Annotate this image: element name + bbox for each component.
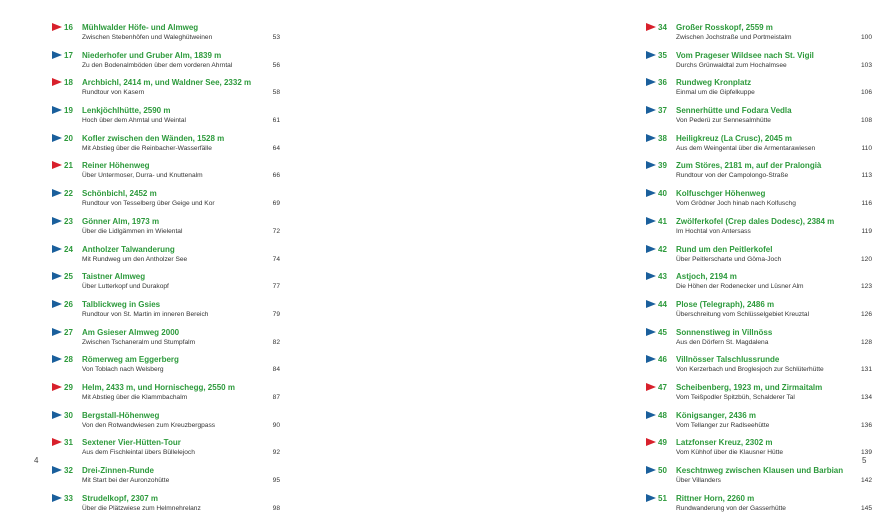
tour-number: 16 — [64, 23, 73, 32]
toc-entry[interactable] — [646, 105, 872, 133]
tour-title: Gönner Alm, 1973 m — [82, 216, 160, 226]
toc-entry[interactable] — [52, 133, 280, 161]
toc-list-right — [646, 22, 872, 520]
toc-entry[interactable] — [646, 437, 872, 465]
tour-subtitle: Mit Abstieg über die Klammbachalm — [82, 393, 188, 401]
tour-subtitle: Rundtour von St. Martin im inneren Bereich — [82, 310, 209, 318]
tour-number: 33 — [64, 493, 73, 503]
tour-number: 50 — [658, 466, 667, 475]
tour-title: Sextener Vier-Hütten-Tour — [82, 438, 181, 448]
toc-entry[interactable] — [52, 160, 280, 188]
left-page — [0, 0, 300, 512]
toc-entry[interactable] — [52, 188, 280, 216]
triangle-marker-icon — [52, 466, 62, 474]
tour-number: 31 — [64, 438, 73, 448]
toc-entry[interactable] — [646, 299, 872, 327]
tour-subtitle: Vom Kühhof über die Klausner Hütte — [676, 449, 784, 457]
tour-page-number: 128 — [860, 338, 872, 346]
tour-number: 24 — [64, 244, 73, 254]
tour-subtitle: Im Hochtal von Antersass — [676, 227, 751, 235]
tour-title: Lenkjöchlhütte, 2590 m — [82, 106, 171, 116]
tour-title: Keschtnweg zwischen Klausen und Barbian — [676, 466, 844, 475]
toc-entry[interactable] — [646, 50, 872, 78]
tour-subtitle: Die Höhen der Rodenecker und Lüsner Alm — [676, 283, 804, 291]
tour-subtitle: Über Untermoser, Durra- und Knuttenalm — [82, 172, 203, 180]
tour-subtitle: Zu den Bodenalmböden über dem vorderen Ahrntal — [82, 61, 233, 69]
tour-number: 40 — [658, 189, 667, 199]
toc-entry[interactable] — [646, 133, 872, 161]
tour-subtitle: Von Toblach nach Welsberg — [82, 366, 164, 374]
tour-page-number: 69 — [272, 200, 280, 208]
tour-subtitle: Zwischen Tschaneralm und Stumpfalm — [82, 338, 196, 346]
triangle-marker-icon — [646, 189, 656, 197]
tour-subtitle: Von Pederü zur Sennesalmhütte — [676, 117, 771, 125]
toc-entry[interactable] — [646, 327, 872, 355]
tour-subtitle: Aus den Dörfern St. Magdalena — [676, 338, 769, 346]
tour-subtitle: Zwischen Jochstraße und Portmeistalm — [676, 34, 792, 41]
tour-subtitle: Vom Grödner Joch hinab nach Kolfuschg — [676, 200, 796, 208]
tour-page-number: 53 — [272, 34, 280, 41]
toc-entry[interactable] — [646, 382, 872, 410]
triangle-marker-icon — [52, 217, 62, 225]
tour-page-number: 142 — [860, 477, 872, 484]
toc-entry[interactable] — [646, 493, 872, 520]
tour-number: 39 — [658, 161, 667, 171]
toc-entry[interactable] — [52, 22, 280, 50]
tour-number: 23 — [64, 216, 73, 226]
toc-entry[interactable] — [646, 216, 872, 244]
tour-number: 43 — [658, 272, 667, 282]
triangle-marker-icon — [646, 411, 656, 419]
tour-number: 18 — [64, 78, 73, 88]
tour-subtitle: Mit Start bei der Auronzohütte — [82, 477, 170, 484]
toc-entry[interactable] — [646, 465, 872, 493]
tour-page-number: 113 — [861, 172, 872, 180]
toc-entry[interactable] — [52, 244, 280, 272]
triangle-marker-icon — [52, 300, 62, 308]
triangle-marker-icon — [52, 78, 62, 86]
tour-title: Drei-Zinnen-Runde — [82, 466, 154, 475]
tour-number: 28 — [64, 355, 73, 365]
toc-entry[interactable] — [646, 271, 872, 299]
tour-number: 41 — [658, 216, 667, 226]
triangle-marker-icon — [52, 51, 62, 59]
tour-subtitle: Hoch über dem Ahrntal und Weintal — [82, 117, 186, 125]
tour-page-number: 136 — [860, 421, 872, 429]
triangle-marker-icon — [646, 23, 656, 31]
toc-entry[interactable] — [646, 77, 872, 105]
triangle-marker-icon — [646, 300, 656, 308]
tour-title: Antholzer Talwanderung — [82, 244, 175, 254]
triangle-marker-icon — [646, 494, 656, 502]
triangle-marker-icon — [52, 272, 62, 280]
triangle-marker-icon — [52, 245, 62, 253]
tour-title: Taistner Almweg — [82, 272, 146, 282]
toc-entry[interactable] — [52, 50, 280, 78]
tour-number: 44 — [658, 299, 667, 309]
tour-subtitle: Rundwanderung von der Gasserhütte — [676, 504, 786, 512]
tour-subtitle: Einmal um die Gipfelkuppe — [676, 89, 755, 97]
tour-subtitle: Über die Lidlgämmen im Wielental — [82, 227, 183, 235]
toc-entry[interactable] — [52, 354, 280, 382]
triangle-marker-icon — [52, 328, 62, 336]
tour-subtitle: Rundtour von Tesselberg über Geige und Kor — [82, 200, 215, 208]
tour-subtitle: Vom Tellanger zur Radlseehütte — [676, 421, 770, 429]
tour-number: 35 — [658, 50, 667, 60]
triangle-marker-icon — [52, 189, 62, 197]
tour-title: Zwölferkofel (Crep dales Dodesc), 2384 m — [676, 216, 835, 226]
tour-number: 49 — [658, 438, 667, 448]
tour-title: Talblickweg in Gsies — [82, 299, 161, 309]
tour-subtitle: Rundtour von der Campolongo-Straße — [676, 172, 789, 180]
tour-title: Rund um den Peitlerkofel — [676, 244, 773, 254]
tour-subtitle: Von Kerzerbach und Broglesjoch zur Schlüterhütte — [676, 366, 824, 374]
tour-number: 27 — [64, 327, 73, 337]
tour-title: Sonnenstiweg in Villnöss — [676, 327, 773, 337]
tour-number: 34 — [658, 23, 667, 32]
tour-page-number: 61 — [272, 117, 280, 125]
tour-page-number: 87 — [272, 393, 280, 401]
toc-entry[interactable] — [52, 299, 280, 327]
triangle-marker-icon — [52, 438, 62, 446]
tour-title: Königsanger, 2436 m — [676, 410, 757, 420]
tour-subtitle: Vom Teißpodler Spitzbüh, Schalderer Tal — [676, 393, 795, 401]
tour-title: Heiligkreuz (La Crusc), 2045 m — [676, 133, 793, 143]
triangle-marker-icon — [646, 51, 656, 59]
tour-number: 20 — [64, 133, 73, 143]
tour-title: Plose (Telegraph), 2486 m — [676, 299, 775, 309]
toc-entry[interactable] — [52, 327, 280, 355]
tour-title: Villnösser Talschlussrunde — [676, 355, 780, 365]
tour-title: Am Gsieser Almweg 2000 — [82, 327, 180, 337]
tour-page-number: 90 — [272, 421, 280, 429]
tour-number: 26 — [64, 299, 73, 309]
triangle-marker-icon — [52, 411, 62, 419]
tour-number: 45 — [658, 327, 667, 337]
tour-number: 38 — [658, 133, 667, 143]
toc-entry[interactable] — [646, 22, 872, 50]
toc-entry[interactable] — [646, 410, 872, 438]
tour-number: 17 — [64, 50, 73, 60]
tour-title: Großer Rosskopf, 2559 m — [676, 23, 773, 32]
tour-number: 29 — [64, 382, 73, 392]
tour-subtitle: Rundtour von Kasern — [82, 89, 145, 97]
triangle-marker-icon — [646, 106, 656, 114]
tour-subtitle: Aus dem Weingental über die Armentarawiesen — [676, 144, 816, 152]
triangle-marker-icon — [52, 106, 62, 114]
tour-title: Vom Prageser Wildsee nach St. Vigil — [676, 50, 814, 60]
toc-list-left — [52, 22, 280, 520]
tour-subtitle: Von den Rotwandwiesen zum Kreuzbergpass — [82, 421, 216, 429]
tour-number: 36 — [658, 78, 667, 88]
tour-number: 21 — [64, 161, 73, 171]
tour-title: Sennerhütte und Fodara Vedla — [676, 106, 792, 116]
tour-page-number: 139 — [860, 449, 872, 457]
toc-entry[interactable] — [52, 105, 280, 133]
tour-subtitle: Über die Plätzwiese zum Helmnehrelanz — [82, 504, 201, 512]
tour-subtitle: Überschreitung vom Schlüsselgebiet Kreuztal — [676, 310, 810, 318]
triangle-marker-icon — [646, 466, 656, 474]
toc-entry[interactable] — [52, 382, 280, 410]
tour-subtitle: Über Villanders — [676, 477, 721, 484]
tour-page-number: 131 — [860, 366, 872, 374]
toc-entry[interactable] — [52, 410, 280, 438]
toc-entry[interactable] — [52, 271, 280, 299]
tour-title: Archbichl, 2414 m, und Waldner See, 2332 m — [82, 78, 252, 88]
toc-entry[interactable] — [52, 465, 280, 493]
tour-page-number: 79 — [272, 310, 280, 318]
tour-page-number: 119 — [861, 227, 872, 235]
tour-number: 22 — [64, 189, 73, 199]
tour-title: Helm, 2433 m, und Hornischegg, 2550 m — [82, 382, 235, 392]
tour-page-number: 82 — [272, 338, 280, 346]
tour-title: Rundweg Kronplatz — [676, 78, 752, 88]
tour-number: 37 — [658, 106, 667, 116]
tour-number: 25 — [64, 272, 73, 282]
tour-subtitle: Über Lutterkopf und Durakopf — [82, 283, 169, 291]
tour-title: Scheibenberg, 1923 m, und Zirmaitalm — [676, 382, 823, 392]
toc-entry[interactable] — [52, 216, 280, 244]
tour-title: Strudelkopf, 2307 m — [82, 493, 159, 503]
tour-page-number: 64 — [272, 144, 280, 152]
tour-page-number: 106 — [860, 89, 872, 97]
tour-number: 47 — [658, 382, 667, 392]
tour-number: 19 — [64, 106, 73, 116]
tour-number: 48 — [658, 410, 667, 420]
triangle-marker-icon — [646, 272, 656, 280]
tour-title: Bergstall-Höhenweg — [82, 410, 160, 420]
triangle-marker-icon — [646, 217, 656, 225]
tour-page-number: 95 — [272, 477, 280, 484]
tour-title: Reiner Höhenweg — [82, 161, 150, 171]
tour-number: 51 — [658, 493, 667, 503]
tour-title: Astjoch, 2194 m — [676, 272, 737, 282]
tour-page-number: 84 — [272, 366, 280, 374]
page-number-left: 4 — [34, 456, 39, 465]
triangle-marker-icon — [52, 23, 62, 31]
tour-page-number: 77 — [272, 283, 280, 291]
tour-title: Römerweg am Eggerberg — [82, 355, 179, 365]
toc-entry[interactable] — [646, 244, 872, 272]
toc-entry[interactable] — [646, 160, 872, 188]
tour-page-number: 98 — [272, 504, 280, 512]
tour-title: Kolfuschger Höhenweg — [676, 189, 766, 199]
triangle-marker-icon — [52, 161, 62, 169]
tour-page-number: 145 — [860, 504, 872, 512]
triangle-marker-icon — [646, 383, 656, 391]
tour-page-number: 110 — [861, 144, 872, 152]
tour-page-number: 74 — [272, 255, 280, 263]
tour-page-number: 56 — [272, 61, 280, 69]
tour-page-number: 108 — [860, 117, 872, 125]
tour-page-number: 103 — [860, 61, 872, 69]
tour-subtitle: Durchs Grünwaldtal zum Hochalmsee — [676, 61, 787, 69]
triangle-marker-icon — [646, 328, 656, 336]
right-page — [300, 0, 872, 512]
toc-entry[interactable] — [52, 437, 280, 465]
tour-number: 46 — [658, 355, 667, 365]
tour-subtitle: Mit Rundweg um den Antholzer See — [82, 255, 188, 263]
tour-title: Schönbichl, 2452 m — [82, 189, 157, 199]
triangle-marker-icon — [646, 355, 656, 363]
triangle-marker-icon — [646, 161, 656, 169]
tour-title: Rittner Horn, 2260 m — [676, 493, 755, 503]
tour-title: Mühlwalder Höfe- und Almweg — [82, 23, 199, 32]
tour-page-number: 92 — [272, 449, 280, 457]
triangle-marker-icon — [52, 355, 62, 363]
triangle-marker-icon — [52, 134, 62, 142]
tour-subtitle: Aus dem Fischleintal übers Büllelejoch — [82, 449, 195, 457]
tour-title: Niederhofer und Gruber Alm, 1839 m — [82, 50, 222, 60]
tour-title: Latzfonser Kreuz, 2302 m — [676, 438, 773, 448]
triangle-marker-icon — [646, 438, 656, 446]
page-number-right: 5 — [862, 456, 867, 465]
triangle-marker-icon — [52, 494, 62, 502]
tour-title: Kofler zwischen den Wänden, 1528 m — [82, 133, 225, 143]
tour-page-number: 123 — [860, 283, 872, 291]
triangle-marker-icon — [646, 134, 656, 142]
tour-number: 32 — [64, 466, 73, 475]
toc-entry[interactable] — [52, 493, 280, 520]
tour-page-number: 58 — [272, 89, 280, 97]
tour-subtitle: Über Peitlerscharte und Göma-Joch — [676, 255, 782, 263]
toc-entry[interactable] — [646, 188, 872, 216]
tour-page-number: 120 — [860, 255, 872, 263]
triangle-marker-icon — [646, 78, 656, 86]
tour-page-number: 66 — [272, 172, 280, 180]
tour-subtitle: Zwischen Stebenhöfen und Waleghütweinen — [82, 34, 213, 41]
triangle-marker-icon — [646, 245, 656, 253]
tour-page-number: 72 — [272, 227, 280, 235]
tour-page-number: 126 — [860, 310, 872, 318]
tour-number: 42 — [658, 244, 667, 254]
tour-title: Zum Störes, 2181 m, auf der Pralongià — [676, 161, 822, 171]
tour-page-number: 116 — [861, 200, 872, 208]
tour-number: 30 — [64, 410, 73, 420]
toc-entry[interactable] — [646, 354, 872, 382]
tour-page-number: 100 — [860, 34, 872, 41]
triangle-marker-icon — [52, 383, 62, 391]
tour-page-number: 134 — [860, 393, 872, 401]
tour-subtitle: Mit Abstieg über die Reinbacher-Wasserfälle — [82, 144, 212, 152]
toc-entry[interactable] — [52, 77, 280, 105]
